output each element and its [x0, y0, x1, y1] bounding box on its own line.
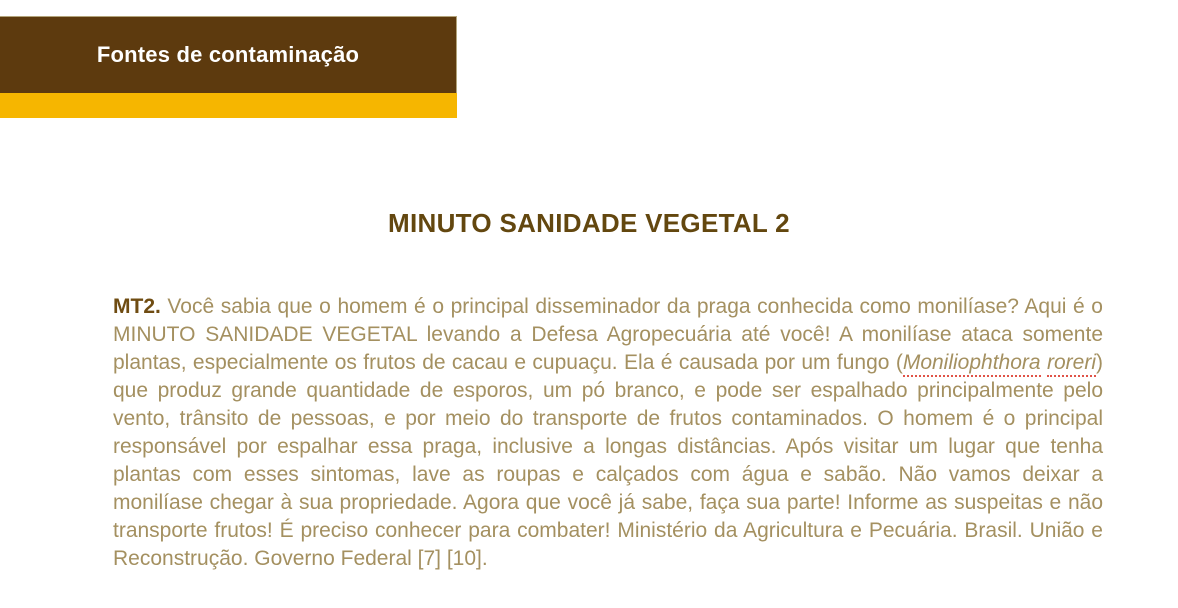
- slide-title: MINUTO SANIDADE VEGETAL 2: [388, 208, 790, 238]
- species-name: Moniliophthora: [903, 351, 1041, 377]
- body-paragraph: [113, 293, 1103, 573]
- paragraph-text: ) que produz grande quantidade de esporos, um pó branco, e pode ser espalhado principalmente pelo vento, trânsito de pessoas, e por meio do transporte de frutos contaminados. O homem é o principal responsável por espalhar essa praga, inclusive a longas distâncias. Após visitar um lugar que tenha plantas com esses sintomas, lave as roupas e calçados com água e sabão. Não vamos deixar a monilíase chegar à sua propriedade. Agora que você já sabe, faça sua parte! Informe as suspeitas e não transporte frutos! É preciso conhecer para combater! Ministério da Agricultura e Pecuária. Brasil. União e Reconstrução. Governo Federal [7] [10].: [113, 351, 1103, 570]
- paragraph-text: Você sabia que o homem é o principal disseminador da praga conhecida como monilíase? Aqui é o MINUTO SANIDADE VEGETAL levando a Defesa Agropecuária até você! A monilíase ataca somente plantas, especialmente os frutos de cacau e cupuaçu. Ela é causada por um fungo (: [113, 295, 1103, 374]
- header-tab-label: Fontes de contaminação: [96, 42, 360, 67]
- species-name: roreri: [1047, 351, 1096, 377]
- header-tab: [0, 16, 457, 93]
- header-accent-bar: [0, 93, 457, 118]
- paragraph-lead: MT2.: [113, 295, 161, 318]
